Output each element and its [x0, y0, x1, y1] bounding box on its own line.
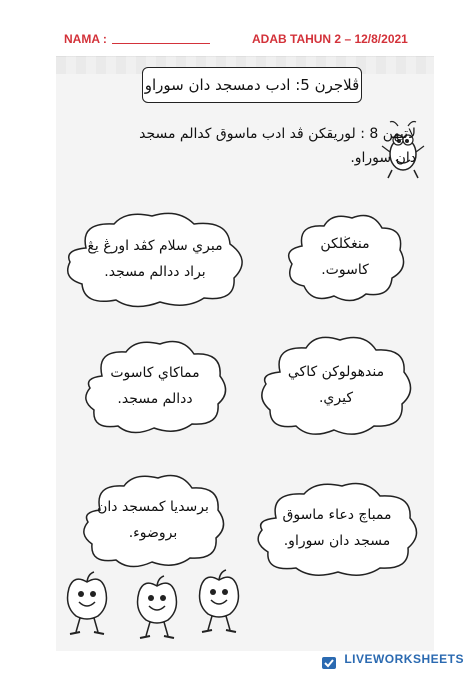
cloud-option-1-text: منغڬلكن كاسوت.: [320, 236, 370, 278]
apple-mascot-icon: [196, 568, 242, 642]
subject-date: ADAB TAHUN 2 – 12/8/2021: [252, 32, 408, 46]
apple-mascot-icon: [64, 570, 110, 644]
cloud-option-6-text: برسديا كمسجد دان بروضوء.: [97, 499, 209, 541]
cloud-option-6[interactable]: [78, 470, 228, 570]
liveworksheets-brand[interactable]: LIVEWORKSHEETS: [344, 652, 464, 666]
name-blank-line[interactable]: [112, 43, 210, 44]
lesson-title: ڤلاجرن 5: ادب دمسجد دان سوراو: [142, 67, 362, 103]
cloud-option-4-text: مماكاي كاسوت ددالم مسجد.: [110, 365, 200, 407]
cloud-option-5[interactable]: [252, 478, 422, 578]
cloud-option-3-text: مندهولوكن كاكي كيري.: [287, 364, 385, 406]
name-label: NAMA :: [64, 32, 107, 46]
cloud-option-2-text: مبري سلام كڤد اورڠ يڠ براد ددالم مسجد.: [87, 238, 223, 280]
cloud-option-5-text: ممباچ دعاء ماسوق مسجد دان سوراو.: [282, 507, 392, 549]
cloud-option-1[interactable]: [280, 208, 410, 306]
cloud-option-4[interactable]: [80, 336, 230, 436]
cloud-option-2[interactable]: [60, 208, 250, 310]
apple-mascot-icon: [134, 574, 180, 648]
exercise-instruction: لاتيهن 8 : لوريقكن ڤد ادب ماسوق كدالم مسجد دان سوراو.: [139, 126, 416, 166]
cloud-option-3[interactable]: [256, 330, 416, 440]
liveworksheets-logo-icon: [322, 654, 336, 673]
